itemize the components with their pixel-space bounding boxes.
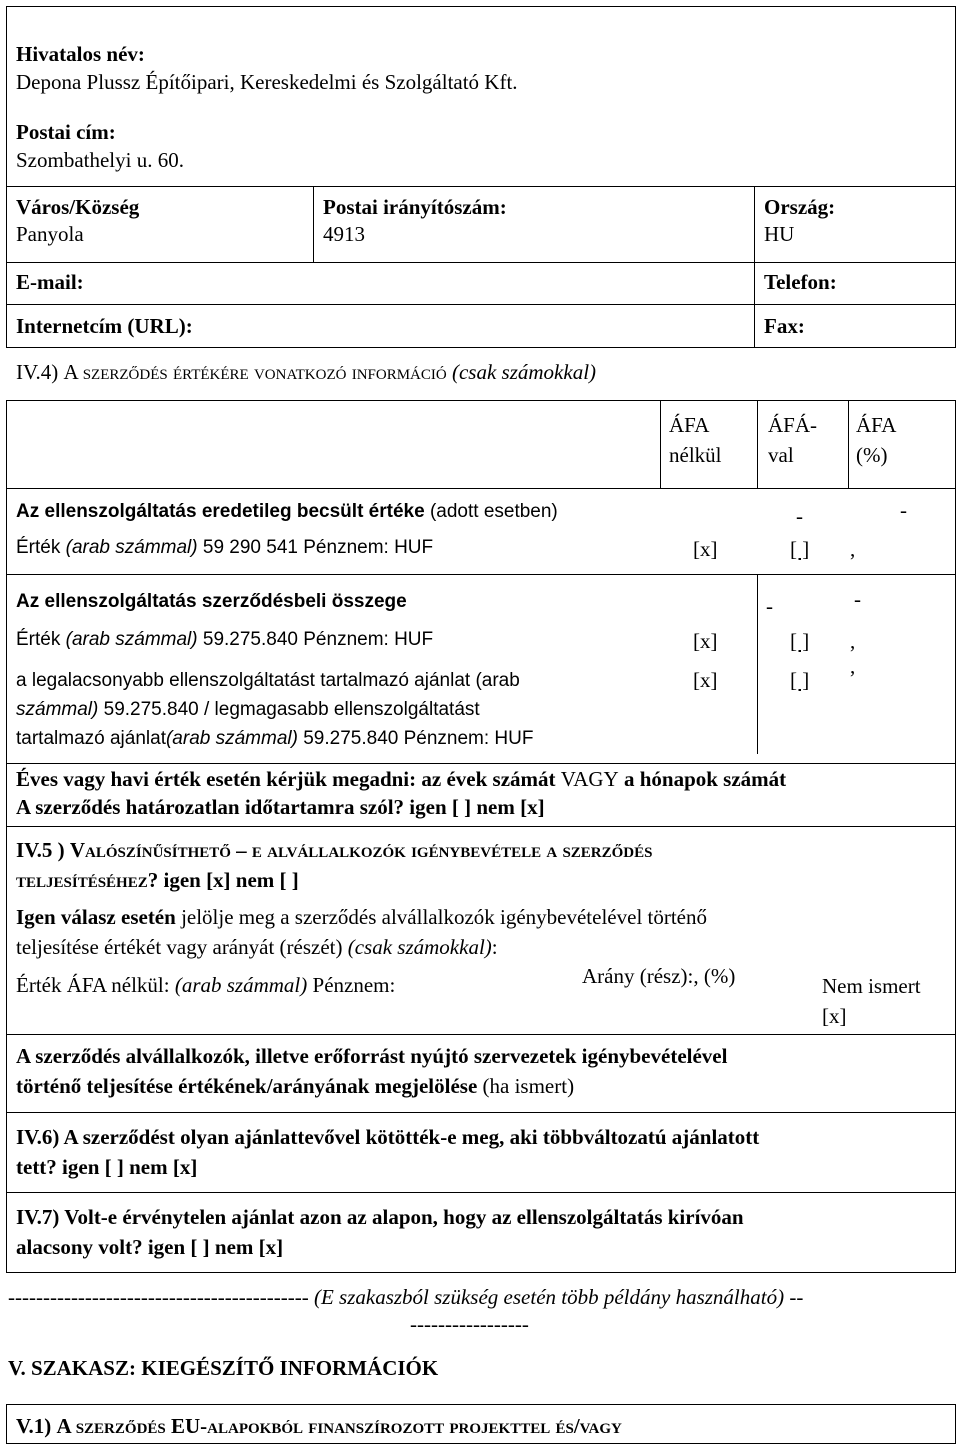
subcontract-unknown [822,971,921,1031]
range-text: 59.275.840 Pénznem: HUF [297,728,534,749]
separator-dashes-2: ----------------- [410,1312,529,1336]
instr-text: Igen válasz esetén [16,905,176,929]
range-text: tartalmazó ajánlat [16,728,166,749]
resources-text: (ha ismert) [477,1074,575,1098]
iv6-line: IV.6) A szerződést olyan ajánlattevővel kötötték-e meg, aki többváltozatú ajánlatott [16,1125,760,1149]
heading-line [16,865,653,895]
url-label: Internetcím (URL): [16,314,193,338]
est-mark-with-vat: [ ] [790,537,810,561]
value-text: (arab számmal) [174,973,308,997]
section-v1-heading [16,1412,622,1440]
email-label: E-mail: [16,270,84,294]
city: Panyola [16,222,84,246]
divider [6,764,7,1272]
offer-range [16,666,533,753]
col-header-with-vat [768,410,817,470]
divider [660,400,661,488]
contract-value-title: Az ellenszolgáltatás szerződésbeli összege [16,591,407,612]
section-v-title: V. SZAKASZ: KIEGÉSZÍTŐ INFORMÁCIÓK [8,1356,439,1380]
contract-mark-no-vat: [x] [693,629,718,653]
subcontract-ratio: Arány (rész):, (%) [582,964,736,988]
estimated-value-title [16,496,558,525]
instr-text: (csak számokkal) [347,935,492,959]
divider [6,574,956,575]
divider [6,1272,956,1273]
instr-text: teljesítése értékét vagy arányát (részét) [16,935,348,959]
separator-line [8,1283,803,1311]
divider [6,262,956,263]
value-text: (arab számmal) [65,629,198,650]
annual-text: Éves vagy havi érték esetén kérjük megadni: az évek számát [16,767,561,791]
heading-text: Valószínűsíthető – e alvállalkozók igénybevétele a szerződés [69,838,653,862]
range-text: 59.275.840 / legmagasabb ellenszolgáltatást [98,699,480,720]
annual-text: a hónapok számát [618,767,787,791]
separator-dashes: ------------------------------------------- [8,1285,314,1309]
contract-comma: , [850,629,856,653]
divider [313,186,314,262]
divider [848,400,849,488]
divider [6,304,956,305]
value-text: 59.275.840 Pénznem: HUF [197,629,434,650]
divider [754,186,755,348]
range-line [16,695,533,724]
estimated-title: Az ellenszolgáltatás eredetileg becsült értéke [16,501,425,522]
divider [6,826,956,827]
section-title: A szerződés EU-alapokból finanszírozott projekttel és/vagy [56,1414,622,1438]
contract-dash-pct: - [854,587,861,611]
contract-mark-with-vat: [ ] [790,629,810,653]
estimated-note: (adott esetben) [424,501,558,522]
range-mark-no-vat: [x] [693,668,718,692]
section-iv4-heading [16,358,596,386]
section-iv7 [16,1202,744,1262]
postal-address: Szombathelyi u. 60. [16,148,184,172]
unknown-text: Nem ismert [822,974,921,998]
section-num: V.1) [16,1414,57,1438]
divider [6,488,956,489]
country-label: Ország: [764,195,836,219]
subcontract-instructions [16,902,707,962]
range-comma: , [850,654,856,678]
value-text: Pénznem: [307,973,396,997]
iv6-line: tett? igen [ ] nem [x] [16,1155,198,1179]
instr-text: : [491,935,498,959]
iv7-line: IV.7) Volt-e érvénytelen ajánlat azon az alapon, hogy az ellenszolgáltatás kirívóan [16,1205,744,1229]
zip: 4913 [323,222,365,246]
postal-address-label: Postai cím: [16,120,116,144]
heading-line [16,835,653,865]
value-text: 59 290 541 Pénznem: HUF [197,537,434,558]
col-header-text: (%) [856,443,888,467]
estimated-value [16,535,433,561]
separator-dashes: -- [784,1285,804,1309]
iv7-line: alacsony volt? igen [ ] nem [x] [16,1235,284,1259]
indefinite-duration: A szerződés határozatlan időtartamra szól? igen [ ] nem [x] [16,795,545,819]
annual-value [16,765,786,793]
divider [6,1112,956,1113]
subcontract-value [16,971,395,999]
divider [757,400,758,488]
est-comma: , [850,537,856,561]
divider [955,764,956,1272]
range-text: (arab számmal) [165,728,298,749]
col-header-vat-pct [856,410,896,470]
col-header-text: nélkül [669,443,722,467]
section-title: A szerződés értékére vonatkozó információ [63,360,447,384]
divider [6,186,956,187]
range-text: számmal) [16,699,99,720]
est-dash-with-vat: - [796,504,803,528]
zip-label: Postai irányítószám: [323,195,507,219]
divider [757,574,758,754]
official-name-label: Hivatalos név: [16,42,145,66]
est-mark-no-vat: [x] [693,537,718,561]
instr-line [16,902,707,932]
divider [6,1034,956,1035]
divider [6,1192,956,1193]
section-num: IV.4) [16,360,64,384]
value-text: Érték [16,537,66,558]
instr-line [16,932,707,962]
section-iv5-heading [16,835,653,895]
contact-box [6,6,956,348]
section-note: (csak számokkal) [446,360,597,384]
resources-line [16,1071,727,1101]
subcontract-resources [16,1041,727,1101]
range-line [16,724,533,753]
contract-dash-with-vat: - [766,594,773,618]
heading-text: igen [x] nem [ ] [158,868,299,892]
range-line: a legalacsonyabb ellenszolgáltatást tartalmazó ajánlat (arab [16,670,520,691]
resources-text: történő teljesítése értékének/arányának megjelölése [16,1074,478,1098]
official-name: Depona Plussz Építőipari, Kereskedelmi és Szolgáltató Kft. [16,70,518,94]
contract-value [16,627,433,653]
phone-label: Telefon: [764,270,837,294]
instr-text: jelölje meg a szerződés alvállalkozók igénybevételével történő [175,905,708,929]
col-header-text: ÁFA [856,413,897,437]
value-text: Érték [16,629,66,650]
annual-text: VAGY [560,767,619,791]
section-iv6 [16,1122,759,1182]
resources-line: A szerződés alvállalkozók, illetve erőforrást nyújtó szervezetek igénybevételével [16,1044,728,1068]
col-header-text: ÁFA [669,413,710,437]
col-header-text: val [768,443,794,467]
range-mark-with-vat: [ ] [790,668,810,692]
col-header-no-vat [669,410,722,470]
city-label: Város/Község [16,195,140,219]
heading-text: IV.5 ) [16,838,70,862]
heading-text: teljesítéséhez? [16,868,159,892]
country: HU [764,222,795,246]
est-dash-pct: - [900,498,907,522]
unknown-mark: [x] [822,1004,847,1028]
col-header-text: ÁFÁ- [768,413,818,437]
value-text: (arab számmal) [65,537,198,558]
value-text: Érték ÁFA nélkül: [16,973,175,997]
separator-note: (E szakaszból szükség esetén több példány használható) [313,1285,785,1309]
fax-label: Fax: [764,314,805,338]
